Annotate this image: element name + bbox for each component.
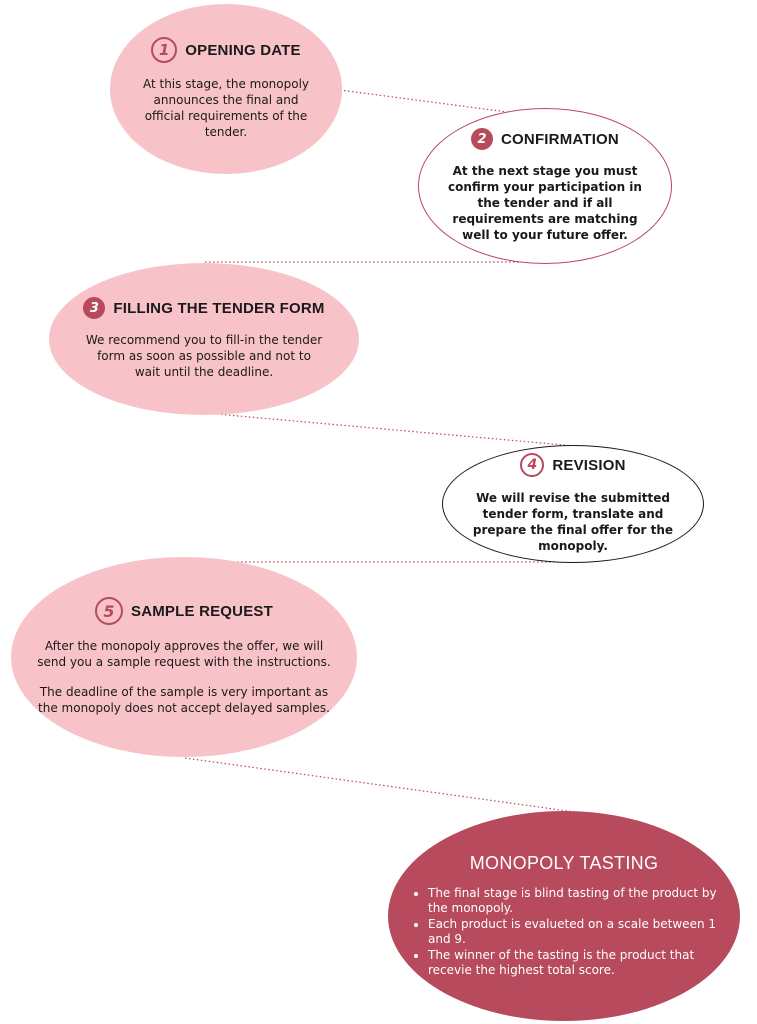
step-number-badge: 3 (83, 297, 105, 319)
step-title-row (83, 297, 324, 319)
step-title-row (471, 128, 619, 150)
step-title: OPENING DATE (185, 41, 301, 59)
step-description-note: The deadline of the sample is very important as the monopoly does not accept delayed samples. (38, 685, 330, 715)
step-monopoly-tasting (388, 811, 740, 1021)
step-title-row (151, 37, 300, 63)
final-title: MONOPOLY TASTING (469, 853, 659, 873)
step-number-badge: 2 (471, 128, 493, 150)
step-filling-tender-form (49, 263, 359, 415)
step-number-badge: 5 (95, 597, 123, 625)
step-description: We recommend you to fill-in the tender form as soon as possible and not to wait until the deadline. (85, 333, 323, 379)
final-bullet: • Each product is evalueted on a scale between 1 and 9. (428, 917, 718, 947)
step-description: We will revise the submitted tender form, translate and prepare the final offer for the monopoly. (472, 491, 674, 553)
step-sample-request (11, 557, 357, 757)
step-title-row (95, 597, 273, 625)
final-bullet-list (410, 886, 718, 979)
step-title-row (520, 453, 625, 477)
step-title: REVISION (552, 456, 626, 474)
step-number-badge: 1 (151, 37, 177, 63)
final-bullet: • The winner of the tasting is the product that recevie the highest total score. (428, 948, 718, 978)
step-revision (442, 445, 704, 563)
connector-3-4 (205, 413, 575, 446)
step-title: SAMPLE REQUEST (131, 602, 273, 620)
step-opening-date (110, 4, 342, 174)
step-title: CONFIRMATION (501, 130, 619, 148)
final-bullet: • The final stage is blind tasting of the product by the monopoly. (428, 886, 718, 916)
step-confirmation (418, 108, 672, 264)
step-description: At this stage, the monopoly announces the final and official requirements of the tender. (142, 77, 310, 139)
step-title: FILLING THE TENDER FORM (113, 299, 325, 317)
step-number-badge: 4 (520, 453, 544, 477)
connector-5-final (185, 758, 575, 812)
step-description: After the monopoly approves the offer, we will send you a sample request with the instructions. (37, 639, 331, 670)
step-description: At the next stage you must confirm your participation in the tender and if all requirements are matching well to your future offer. (448, 164, 642, 242)
